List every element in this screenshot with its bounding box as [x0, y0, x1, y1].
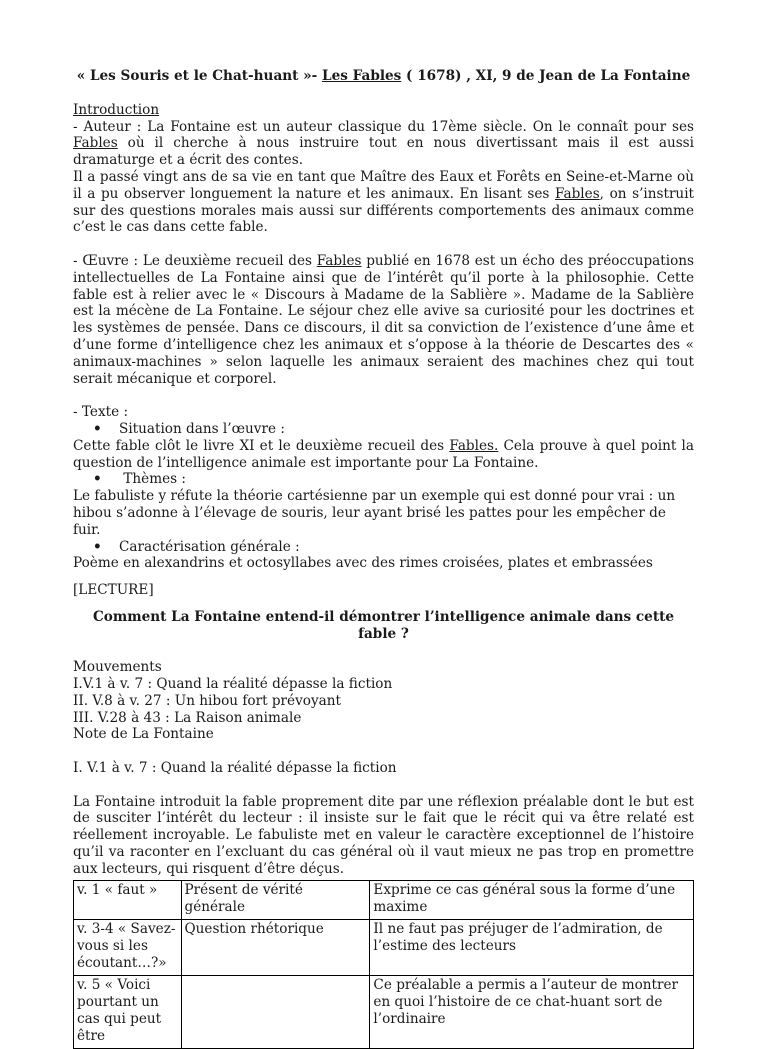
bullet-themes — [73, 471, 694, 488]
spacer — [73, 743, 694, 760]
bullet-caracterisation — [73, 539, 694, 556]
texte-heading: - Texte : — [73, 404, 129, 421]
lecture-marker: [LECTURE] — [73, 582, 154, 599]
themes-paragraph: Le fabuliste y réfute la théorie cartésienne par un exemple qui est donné pour vrai : un hibou s’adonne à l’élevage de souris, leur ayant brisé les pattes pour les empêcher de fuir. — [73, 488, 676, 538]
bullet-caracterisation-label: Caractérisation générale : — [119, 538, 300, 555]
bullet-icon: • — [93, 471, 102, 488]
table-cell: v. 1 « faut » — [74, 880, 182, 919]
spacer — [73, 777, 694, 794]
spacer — [73, 599, 694, 609]
table-cell: v. 3-4 « Savez-vous si les écoutant…?» — [74, 919, 182, 975]
table-cell: Présent de vérité générale — [181, 880, 370, 919]
table-cell — [181, 975, 370, 1048]
auteur-p1-text-a: - Auteur : La Fontaine est un auteur classique du 17ème siècle. On le connaît pour ses — [73, 118, 694, 135]
table-cell: Il ne faut pas préjuger de l’admiration, de l’estime des lecteurs — [370, 919, 694, 975]
document-title — [73, 68, 694, 85]
introduction-heading — [73, 102, 694, 119]
situation-paragraph — [73, 438, 694, 472]
spacer — [73, 387, 694, 404]
auteur-p2-text-a: Il a passé vingt ans de sa vie en tant que Maître des Eaux et Forêts en Seine-et-Marne où il a pu observer longuement la nature et les animaux. En lisant ses — [73, 168, 694, 202]
table-cell: Question rhétorique — [181, 919, 370, 975]
bullet-themes-label: Thèmes : — [119, 471, 186, 488]
auteur-p2-text-b: , on s’instruit sur des questions morales mais aussi sur différents comportements des animaux comme c’est le cas dans cette fable. — [73, 185, 695, 236]
situation-text-b: Cela prouve à quel point la question de l’intelligence animale est importante pour La Fontaine. — [73, 437, 694, 471]
oeuvre-paragraph — [73, 253, 694, 387]
document-content — [73, 68, 694, 1049]
mouvement-item: III. V.28 à 43 : La Raison animale — [73, 709, 302, 726]
bullet-situation — [73, 421, 694, 438]
title-book: Les Fables — [322, 68, 402, 84]
spacer — [73, 643, 694, 660]
table-cell: v. 5 « Voici pourtant un cas qui peut être — [74, 975, 182, 1048]
bullet-icon: • — [93, 538, 102, 555]
mouvement-item: II. V.8 à v. 27 : Un hibou fort prévoyant — [73, 692, 341, 709]
table-row — [74, 880, 694, 919]
auteur-p2-fables: Fables — [554, 185, 600, 202]
situation-text-a: Cette fable clôt le livre XI et le deuxième recueil des — [73, 437, 450, 454]
situation-fables: Fables. — [449, 437, 499, 454]
table-cell: Exprime ce cas général sous la forme d’une maxime — [370, 880, 694, 919]
mouvements-heading: Mouvements — [73, 659, 162, 676]
table-row — [74, 975, 694, 1048]
auteur-paragraph-2 — [73, 169, 694, 236]
section1-heading: I. V.1 à v. 7 : Quand la réalité dépasse la fiction — [73, 760, 397, 777]
bullet-icon: • — [93, 420, 102, 437]
section1-paragraph: La Fontaine introduit la fable proprement dite par une réflexion préalable dont le but est de susciter l’intérêt du lecteur : il insiste sur le fait que le récit qui va être relaté est réellement incroyable. Le fabuliste met en valeur le caractère exceptionnel de l’histoire qu’il va raconter en l’excluant du cas général où il vaut mieux ne pas trop en promettre aux lecteurs, qui risquent d’être déçus. — [73, 793, 694, 877]
spacer — [73, 572, 694, 582]
title-suffix: ( 1678) , XI, 9 de Jean de La Fontaine — [401, 68, 691, 84]
auteur-paragraph-1 — [73, 119, 694, 169]
caracterisation-paragraph: Poème en alexandrins et octosyllabes avec des rimes croisées, plates et embrassées — [73, 555, 653, 572]
problematique: Comment La Fontaine entend-il démontrer l’intelligence animale dans cette fable ? — [92, 608, 675, 642]
bullet-situation-label: Situation dans l’œuvre : — [119, 420, 285, 437]
introduction-heading-text: Introduction — [73, 101, 160, 118]
title-prefix: « Les Souris et le Chat-huant »- — [76, 68, 323, 84]
mouvement-item: I.V.1 à v. 7 : Quand la réalité dépasse la fiction — [73, 676, 393, 693]
auteur-p1-text-b: où il cherche à nous instruire tout en nous divertissant mais il est aussi dramaturge et a écrit des contes. — [73, 135, 694, 169]
oeuvre-text-a: - Œuvre : Le deuxième recueil des — [73, 252, 317, 269]
mouvement-item: Note de La Fontaine — [73, 726, 214, 743]
table-cell: Ce préalable a permis a l’auteur de montrer en quoi l’histoire de ce chat-huant sort de l’ordinaire — [370, 975, 694, 1048]
oeuvre-fables: Fables — [316, 252, 362, 269]
table-row — [74, 919, 694, 975]
analysis-table — [73, 880, 694, 1049]
spacer — [73, 236, 694, 253]
oeuvre-text-b: publié en 1678 est un écho des préoccupations intellectuelles de La Fontaine ainsi que de l’intérêt qu’il porte à la philosophie. Cette fable est à relier avec le « Discours à Madame de la Sablière ». Madame de la Sablière est la mécène de La Fontaine. Le séjour chez elle avive sa curiosité pour les doctrines et les systèmes de pensée. Dans ce discours, il dit sa conviction de l’existence d’une âme et d’une forme d’intelligence chez les animaux et s’oppose à la théorie de Descartes des « animaux-machines » selon laquelle les animaux seraient des machines chez qui tout serait mécanique et corporel. — [73, 252, 694, 387]
auteur-p1-fables: Fables — [73, 135, 118, 152]
